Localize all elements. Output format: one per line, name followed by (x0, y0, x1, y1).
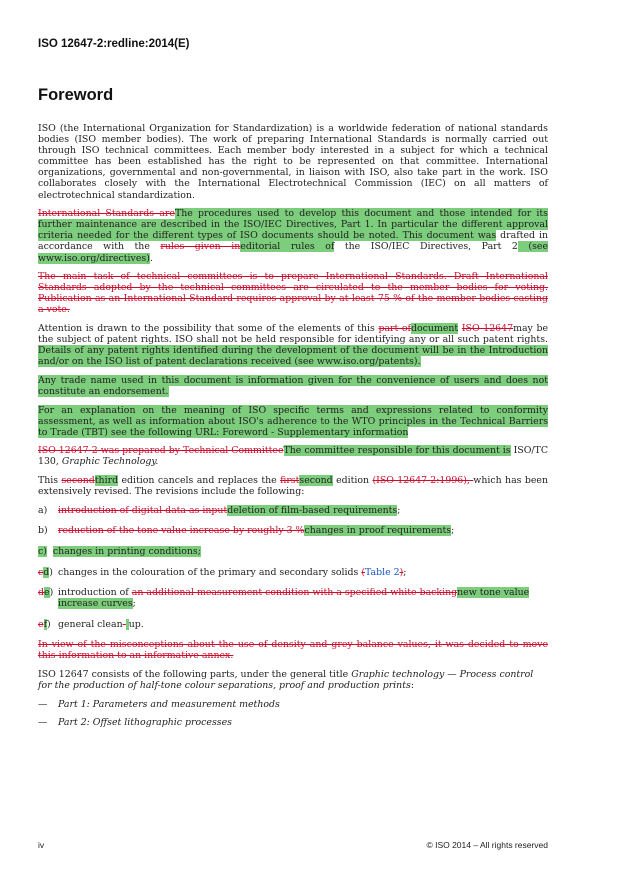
plain-text: drafted in accordance with the (38, 230, 548, 253)
list-label (38, 619, 58, 630)
plain-text: . (149, 252, 153, 264)
deleted-text: an additional measurement condition with a specified white backing (131, 587, 458, 599)
list-label (38, 587, 58, 609)
document-identifier: ISO 12647-2:redline:2014(E) (38, 38, 190, 50)
list-item (38, 567, 548, 578)
deleted-text: part of (378, 323, 412, 334)
page-number: iv (38, 840, 45, 850)
list-label (38, 567, 58, 578)
plain-text: ) (49, 587, 54, 599)
inserted-text: document (411, 323, 459, 334)
inserted-text: The procedures used to develop this document and those intended for its further maintenance are described in the ISO/IEC Directives, Part 1. In particular the different approval criteria needed for the different types of ISO documents should be noted. This document was (38, 208, 548, 242)
part-title: Part 2: Offset lithographic processes (58, 716, 232, 728)
dash-label: — (38, 716, 48, 728)
inserted-text: e (44, 587, 50, 599)
inserted-text: changes in proof requirements (304, 525, 452, 537)
inserted-text: editorial rules of (240, 241, 335, 253)
inserted-text: d (43, 566, 50, 578)
italic-text: Graphic Technology. (61, 456, 159, 468)
plain-text: ISO 12647 consists of the following parts, under the general title (38, 669, 352, 681)
plain-text: up. (128, 618, 144, 630)
plain-text: which has been extensively revised. The revisions include the following: (38, 475, 548, 498)
plain-text: ; (132, 598, 136, 610)
deleted-text: ) (399, 566, 404, 578)
plain-text: introduction of (58, 587, 132, 599)
plain-text: general clean (58, 618, 123, 630)
plain-text: ; (451, 525, 455, 537)
plain-text: edition (332, 475, 373, 487)
plain-text: ; (397, 504, 401, 516)
deleted-text: reduction of the tone value increase by roughly 3 % (58, 525, 305, 537)
list-label: b) (38, 525, 48, 537)
list-item (38, 587, 548, 609)
paragraph-edition (38, 475, 548, 497)
deleted-text: ISO 12647 (461, 323, 514, 334)
plain-text: ; (403, 566, 407, 578)
deleted-text: first (280, 475, 300, 487)
dash-label: — (38, 698, 48, 710)
inserted-text: second (299, 475, 333, 487)
part-title: Part 1: Parameters and measurement methods (58, 698, 280, 710)
inserted-text: Details of any patent rights identified during the development of the document will be in the Introduction and/or on the ISO list of patent declarations received (see www.iso.org/patents). (38, 345, 548, 368)
italic-text: Graphic technology — Process control for the production of half-tone colour separations, proof and production prints (38, 669, 534, 692)
deleted-text: ( (361, 566, 365, 578)
list-item (38, 525, 548, 536)
list-item (38, 699, 548, 710)
paragraph-procedures (38, 208, 548, 263)
paragraph-deleted-main-task: The main task of technical committees is to prepare International Standards. Draft International Standards adopted by the technical committees are circulated to the member bodies for voting. Publication as an International Standard requires approval by at least 75 % of the member bodies casting a vote. (38, 271, 548, 316)
paragraph-trade-name (38, 375, 548, 397)
list-label: a) (38, 504, 48, 516)
plain-text: : (410, 680, 414, 692)
list-item (38, 717, 548, 728)
inserted-text: f (43, 618, 48, 630)
paragraph-iso-intro: ISO (the International Organization for Standardization) is a worldwide federation of national standards bodies (ISO member bodies). The work of preparing International Standards is normally carried out through ISO technical committees. Each member body interested in a subject for which a technical committee has been established has the right to be represented on that committee. International organizations, governmental and non-governmental, in liaison with ISO, also take part in the work. ISO collaborates closely with the International Electrotechnical Commission (IEC) on all matters of electrotechnical standardization. (38, 123, 548, 201)
inserted-text: (see www.iso.org/directives) (38, 241, 548, 264)
deleted-text: e (38, 618, 44, 630)
deleted-text: introduction of digital data as input (58, 504, 228, 516)
deleted-text: - (122, 618, 126, 630)
inserted-text: For an explanation on the meaning of ISO specific terms and expressions related to conformity assessment, as well as information about ISO's adherence to the WTO principles in the Technical Barriers to Trade (TBT) see the following URL: Foreword - Supplementary information (38, 404, 548, 438)
table-2-link[interactable]: Table 2 (365, 566, 400, 578)
inserted-text: new tone value increase curves (58, 587, 530, 610)
list-item (38, 505, 548, 516)
inserted-text: The committee responsible for this document is (283, 445, 511, 457)
foreword-body (38, 123, 548, 735)
inserted-text: third (94, 475, 119, 487)
plain-text: ) (49, 566, 53, 578)
inserted-text: changes in printing conditions; (52, 545, 201, 557)
deleted-text: d (38, 587, 45, 599)
plain-text: may be the subject of patent rights. ISO shall not be held responsible for identifying any or all such patent rights. (38, 323, 548, 346)
plain-text: This (38, 475, 62, 487)
list-item (38, 546, 548, 557)
copyright-notice: © ISO 2014 – All rights reserved (426, 840, 548, 850)
plain-text: ISO/TC 130, (38, 445, 548, 468)
inserted-text: deletion of film-based requirements (227, 504, 398, 516)
plain-text: the ISO/IEC Directives, Part 2 (334, 241, 518, 253)
plain-text: changes in the colouration of the primary and secondary solids (58, 566, 362, 578)
inserted-text: Any trade name used in this document is information given for the convenience of users and does not constitute an endorsement. (38, 374, 548, 397)
list-item (38, 619, 548, 630)
deleted-text: c (38, 566, 44, 578)
list-label: c) (38, 545, 47, 557)
deleted-text: ISO 12647-2 was prepared by Technical Committee (38, 445, 284, 457)
section-title: Foreword (38, 86, 114, 104)
plain-text: ) (47, 618, 51, 630)
deleted-text: rules given in (160, 241, 241, 253)
paragraph-deleted-density: In view of the misconceptions about the use of density and grey balance values, it was decided to move this information to an informative annex. (38, 639, 548, 662)
deleted-text: (ISO 12647-2:1996), (372, 475, 474, 487)
paragraph-patents (38, 323, 548, 367)
paragraph-parts-intro (38, 669, 548, 691)
plain-text: edition cancels and replaces the (118, 475, 281, 487)
plain-text: Attention is drawn to the possibility that some of the elements of this (38, 323, 379, 334)
deleted-text: second (61, 475, 95, 487)
paragraph-committee (38, 445, 548, 467)
deleted-text: International Standards are (38, 208, 175, 220)
paragraph-conformity (38, 405, 548, 438)
